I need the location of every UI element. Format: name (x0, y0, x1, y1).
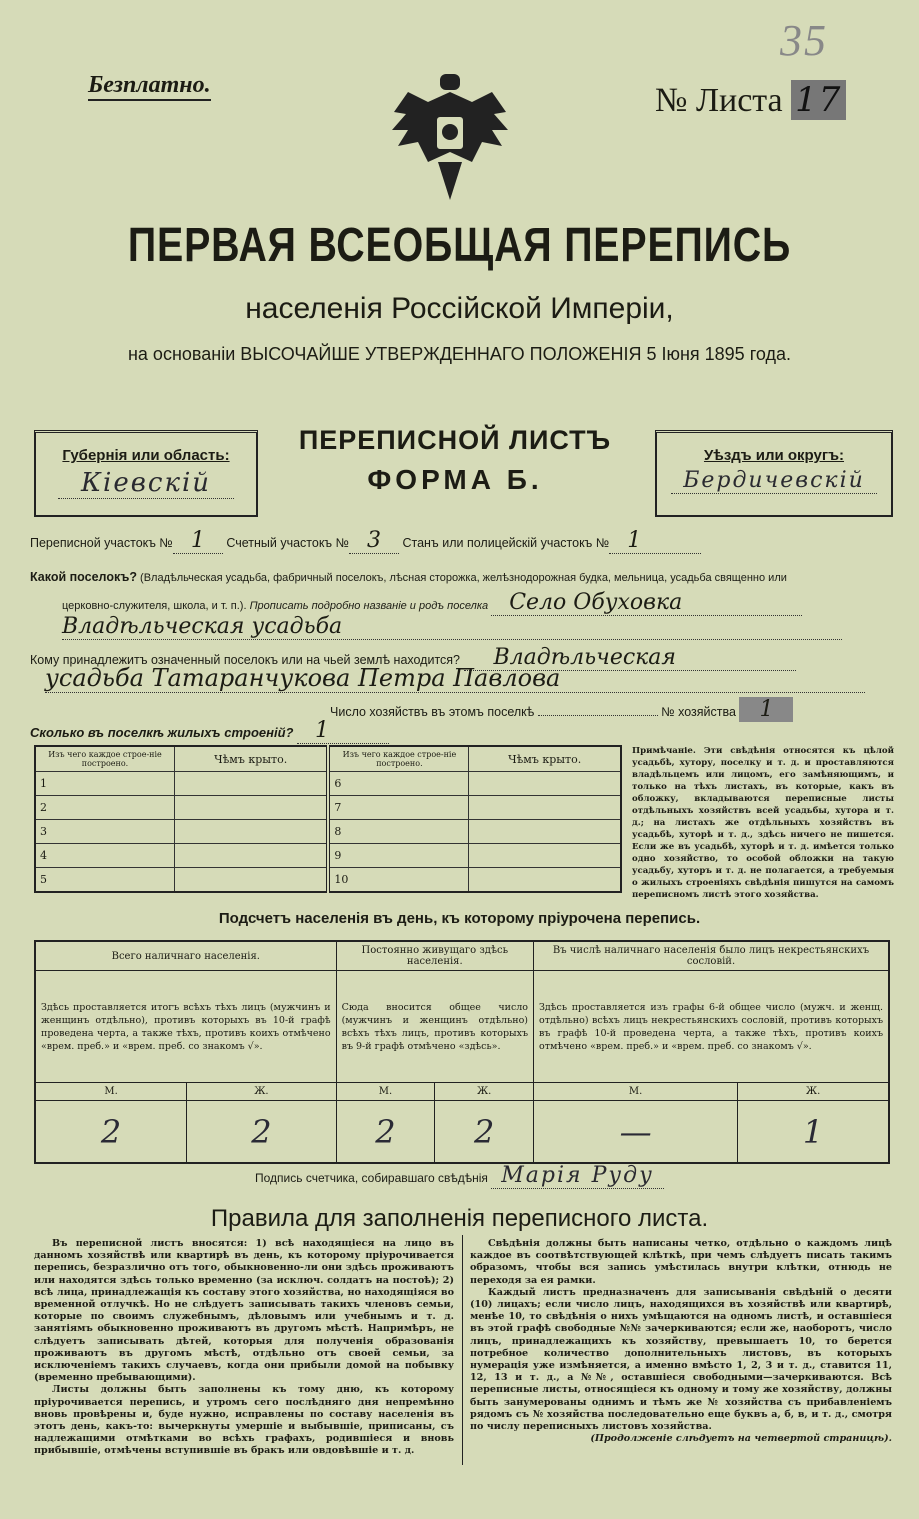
form-heading (270, 425, 640, 496)
page-title: ПЕРВАЯ ВСЕОБЩАЯ ПЕРЕПИСЬ (127, 219, 792, 272)
male-label: М. (534, 1083, 738, 1101)
total-population-header: Всего наличнаго населенія. (35, 941, 336, 971)
row-number: 8 (328, 820, 469, 844)
household-no-value[interactable]: 1 (739, 697, 793, 722)
roof-cell[interactable] (175, 868, 329, 893)
row-number: 2 (35, 796, 175, 820)
rules-title: Правила для заполненія переписного листа. (210, 1205, 709, 1232)
roof-cell[interactable] (175, 772, 329, 796)
settlement-line-3 (62, 614, 919, 640)
row-number: 9 (328, 844, 469, 868)
settlement-hint-2: церковно-служителя, школа, и т. п.). (62, 600, 247, 612)
table-row (35, 868, 621, 893)
table-row (35, 844, 621, 868)
roof-cell[interactable] (469, 868, 621, 893)
non-peasant-male-value[interactable]: — (534, 1101, 738, 1164)
row-number: 6 (328, 772, 469, 796)
count-section-title: Подсчетъ населенія въ день, къ которому пріурочена перепись. (218, 910, 701, 927)
total-female-value[interactable]: 2 (187, 1101, 336, 1164)
roof-header: Чѣмъ крыто. (469, 746, 621, 772)
district-label: Уѣздъ или округъ: (703, 447, 845, 464)
form-title: ПЕРЕПИСНОЙ ЛИСТЪ (298, 425, 612, 455)
legal-basis: на основаніи ВЫСОЧАЙШЕ УТВЕРЖДЕННАГО ПОЛОЖЕНІЯ 5 Іюня 1895 года. (127, 344, 791, 364)
settlement-value[interactable]: Село Обуховка (491, 590, 802, 616)
signature-line (255, 1163, 664, 1188)
female-label: Ж. (738, 1083, 889, 1101)
non-peasant-female-value[interactable]: 1 (738, 1101, 889, 1164)
total-population-desc: Здѣсь проставляется итогъ всѣхъ тѣхъ лицъ (мужчинъ и женщинъ отдѣльно), противъ которыхъ въ 10-й графѣ проведена черта, а также тѣхъ, противъ коихъ отмѣчено «врем. преб.» и «врем. преб. со знакомъ √». (35, 971, 336, 1083)
row-number: 5 (35, 868, 175, 893)
rules-right-column (470, 1238, 892, 1445)
table-row (35, 772, 621, 796)
province-box (34, 430, 258, 517)
permanent-population-header: Постоянно живущаго здѣсь населенія. (336, 941, 533, 971)
column-divider (462, 1235, 463, 1465)
sheet-number (655, 80, 846, 120)
permanent-population-desc: Сюда вносится общее число (мужчинъ и женщинъ отдѣльно) всѣхъ тѣхъ лицъ, противъ которыхъ въ 9-й графѣ отмѣчено «здѣсь». (336, 971, 533, 1083)
row-number: 4 (35, 844, 175, 868)
household-no-label: № хозяйства (661, 705, 736, 719)
roof-cell[interactable] (175, 844, 329, 868)
rules-paragraph: Свѣдѣнія должны быть написаны четко, отдѣльно о каждомъ лицѣ каждое въ соотвѣтствующей клѣткѣ, при чемъ слѣдуетъ писать такимъ образомъ, чтобы вся запись умѣстилась внутри клѣтки, отнюдь не переходя за ея рамки. (470, 1238, 892, 1286)
table-row (35, 820, 621, 844)
continued-note: (Продолженіе слѣдуетъ на четвертой страницѣ). (590, 1433, 892, 1445)
roof-cell[interactable] (469, 796, 621, 820)
male-label: М. (336, 1083, 435, 1101)
total-male-value[interactable]: 2 (35, 1101, 187, 1164)
settlement-hint: (Владѣльческая усадьба, фабричный поселокъ, лѣсная сторожка, желѣзнодорожная будка, мельница, усадьба священно или (140, 572, 787, 584)
sheet-number-value: 17 (791, 80, 846, 120)
roof-cell[interactable] (175, 820, 329, 844)
households-label: Число хозяйствъ въ этомъ поселкѣ (330, 705, 535, 719)
roof-cell[interactable] (175, 796, 329, 820)
row-number: 1 (35, 772, 175, 796)
settlement-label: Какой поселокъ? (30, 570, 137, 584)
census-area-value[interactable]: 1 (173, 528, 223, 554)
rules-paragraph: Въ переписной листъ вносятся: 1) всѣ находящіеся на лицо въ данномъ хозяйствѣ или квартирѣ въ день, къ которому пріурочивается перепись, безразлично отъ того, обыкновенно-ли они здѣсь проживаютъ или находятся здѣсь только временно (за исключ. солдатъ на постоѣ); 2) всѣ лица, принадлежащія къ составу этого хозяйства, но находящіяся во временной отлучкѣ. Но не слѣдуетъ записывать такихъ членовъ семьи, которые по своимъ служебнымъ, дѣловымъ или учебнымъ и т. д. занятіямъ обыкновенно проживаютъ въ другомъ мѣстѣ. Напримѣръ, не слѣдуетъ записывать дѣтей, которыя для полученія образованія проживаютъ въ другомъ мѣстѣ, отдѣльно отъ своей семьи, за исключеніемъ такихъ случаевъ, когда они прибыли домой на побывку (временно пребывающими). (34, 1238, 454, 1384)
rules-paragraph: Каждый листъ предназначенъ для записыванія свѣдѣній о десяти (10) лицахъ; если число лицъ, находящихся въ хозяйствѣ или квартирѣ, менѣе 10, то свѣдѣнія о нихъ умѣщаются на одномъ листѣ, и оставшіеся въ этой графѣ свободные №№ зачеркиваются; если же, наоборотъ, число лицъ, принадлежащихъ къ хозяйству, превышаетъ 10, то берется потребное количество дополнительныхъ листовъ, въ которыхъ нумерація уже измѣняется, а именно вмѣсто 1, 2, 3 и т. д., ставится 11, 12, 13 и т. д., а №№, оставшіеся свободными—зачеркиваются. Всѣ переписные листы, относящіеся къ одному и тому же хозяйству, должны быть занумерованы однимъ и тѣмъ же № хозяйства съ прибавленіемъ рядомъ съ № хозяйства последовательно еще буквъ а, б, в, и т. д., смотря по числу переписныхъ листовъ хозяйства. (470, 1286, 892, 1433)
owner-label: Кому принадлежитъ означенный поселокъ или на чьей землѣ находится? (30, 653, 461, 667)
police-area-label: Станъ или полицейскій участокъ № (402, 536, 610, 550)
owner-value-2[interactable]: усадьба Татаранчукова Петра Павлова (45, 664, 865, 693)
table-row (35, 796, 621, 820)
material-header: Изъ чего каждое строе-ніе построено. (35, 746, 175, 772)
settlement-value-2[interactable]: Владѣльческая усадьба (62, 614, 842, 640)
settlement-line (30, 570, 890, 584)
non-peasant-desc: Здѣсь проставляется изъ графы 6-й общее число (мужч. и женщ. отдѣльно) всѣхъ лицъ некрестьянскихъ сословій, противъ которыхъ въ графѣ 10-й проведена черта, а также тѣхъ, противъ коихъ отмѣчено «врем. преб.» и «врем. преб. со знакомъ √». (534, 971, 889, 1083)
count-area-label: Счетный участокъ № (226, 536, 349, 550)
buildings-label: Сколько въ поселкѣ жилыхъ строеній? (30, 725, 294, 740)
police-area-value[interactable]: 1 (609, 528, 701, 554)
row-number: 7 (328, 796, 469, 820)
count-area-value[interactable]: 3 (349, 528, 399, 554)
roof-cell[interactable] (469, 844, 621, 868)
signature-value[interactable]: Марія Руду (491, 1163, 664, 1189)
owner-line-2 (45, 664, 905, 693)
row-number: 10 (328, 868, 469, 893)
non-peasant-header: Въ числѣ наличнаго населенія было лицъ некрестьянскихъ сословій. (534, 941, 889, 971)
settlement-instruction: Прописать подробно названіе и родъ поселка (249, 600, 489, 612)
sheet-label: № Листа (655, 82, 783, 119)
material-header: Изъ чего каждое строе-ніе построено. (328, 746, 469, 772)
female-label: Ж. (187, 1083, 336, 1101)
form-subtitle: ФОРМА Б. (367, 464, 543, 495)
male-label: М. (35, 1083, 187, 1101)
census-area-label: Переписной участокъ № (30, 536, 173, 550)
page-number-handwritten: 35 (780, 16, 828, 65)
row-number: 3 (35, 820, 175, 844)
buildings-note: Примѣчаніе. Эти свѣдѣнія относятся къ цѣлой усадьбѣ, хутору, поселку и т. д. и проставляются владѣльцемъ или лицомъ, его замѣняющимъ, и только на тѣхъ листахъ, въ которые, какъ въ обложку, вкладываются переписные листы отдѣльныхъ хозяйствъ всей усадьбы, хутора и т. д.; на листахъ же отдѣльныхъ хозяйствъ въ усадьбѣ, хуторѣ и т. д., здѣсь ничего не пишется. Если же въ усадьбѣ, хуторѣ и т. д. имѣется только одно хозяйство, то особой обложки на такую усадьбу, хуторъ и т. д. не полагается, а требуемыя о жилыхъ строеніяхъ свѣдѣнія пишутся на самомъ переписномъ листѣ этого хозяйства. (632, 746, 894, 900)
rules-paragraph: Листы должны быть заполнены къ тому дню, къ которому пріурочивается перепись, и утромъ сего послѣдняго дня непремѣнно вновь провѣрены и, буде нужно, исправлены по составу населенія въ этотъ день, какъ-то: вычеркнуты умершіе и выбывшіе, приписаны, съ надлежащими отмѣтками во всѣхъ графахъ, родившіеся и вновь прибывшіе, отмѣчены вступившіе въ бракъ или овдовѣвшіе и т. д. (34, 1384, 454, 1457)
roof-cell[interactable] (469, 820, 621, 844)
rules-left-column (34, 1238, 454, 1458)
buildings-line (30, 718, 890, 743)
page-subtitle: населенія Россійской Имперіи, (245, 292, 674, 325)
province-label: Губернія или область: (62, 447, 230, 464)
signature-label: Подпись счетчика, собиравшаго свѣдѣнія (255, 1171, 488, 1185)
district-value[interactable]: Бердичевскій (671, 468, 877, 494)
roof-header: Чѣмъ крыто. (175, 746, 329, 772)
double-headed-eagle-emblem (388, 72, 512, 202)
permanent-female-value[interactable]: 2 (435, 1101, 534, 1164)
free-label: Безплатно. (88, 72, 211, 101)
district-box (655, 430, 893, 517)
settlement-line-2 (62, 590, 919, 615)
permanent-male-value[interactable]: 2 (336, 1101, 435, 1164)
female-label: Ж. (435, 1083, 534, 1101)
areas-line (30, 528, 890, 553)
roof-cell[interactable] (469, 772, 621, 796)
province-value[interactable]: Кіевскій (58, 468, 234, 499)
buildings-table (34, 745, 622, 893)
population-count-table (34, 940, 890, 1164)
owner-value[interactable]: Владѣльческая (464, 645, 796, 671)
buildings-value[interactable]: 1 (297, 718, 389, 744)
